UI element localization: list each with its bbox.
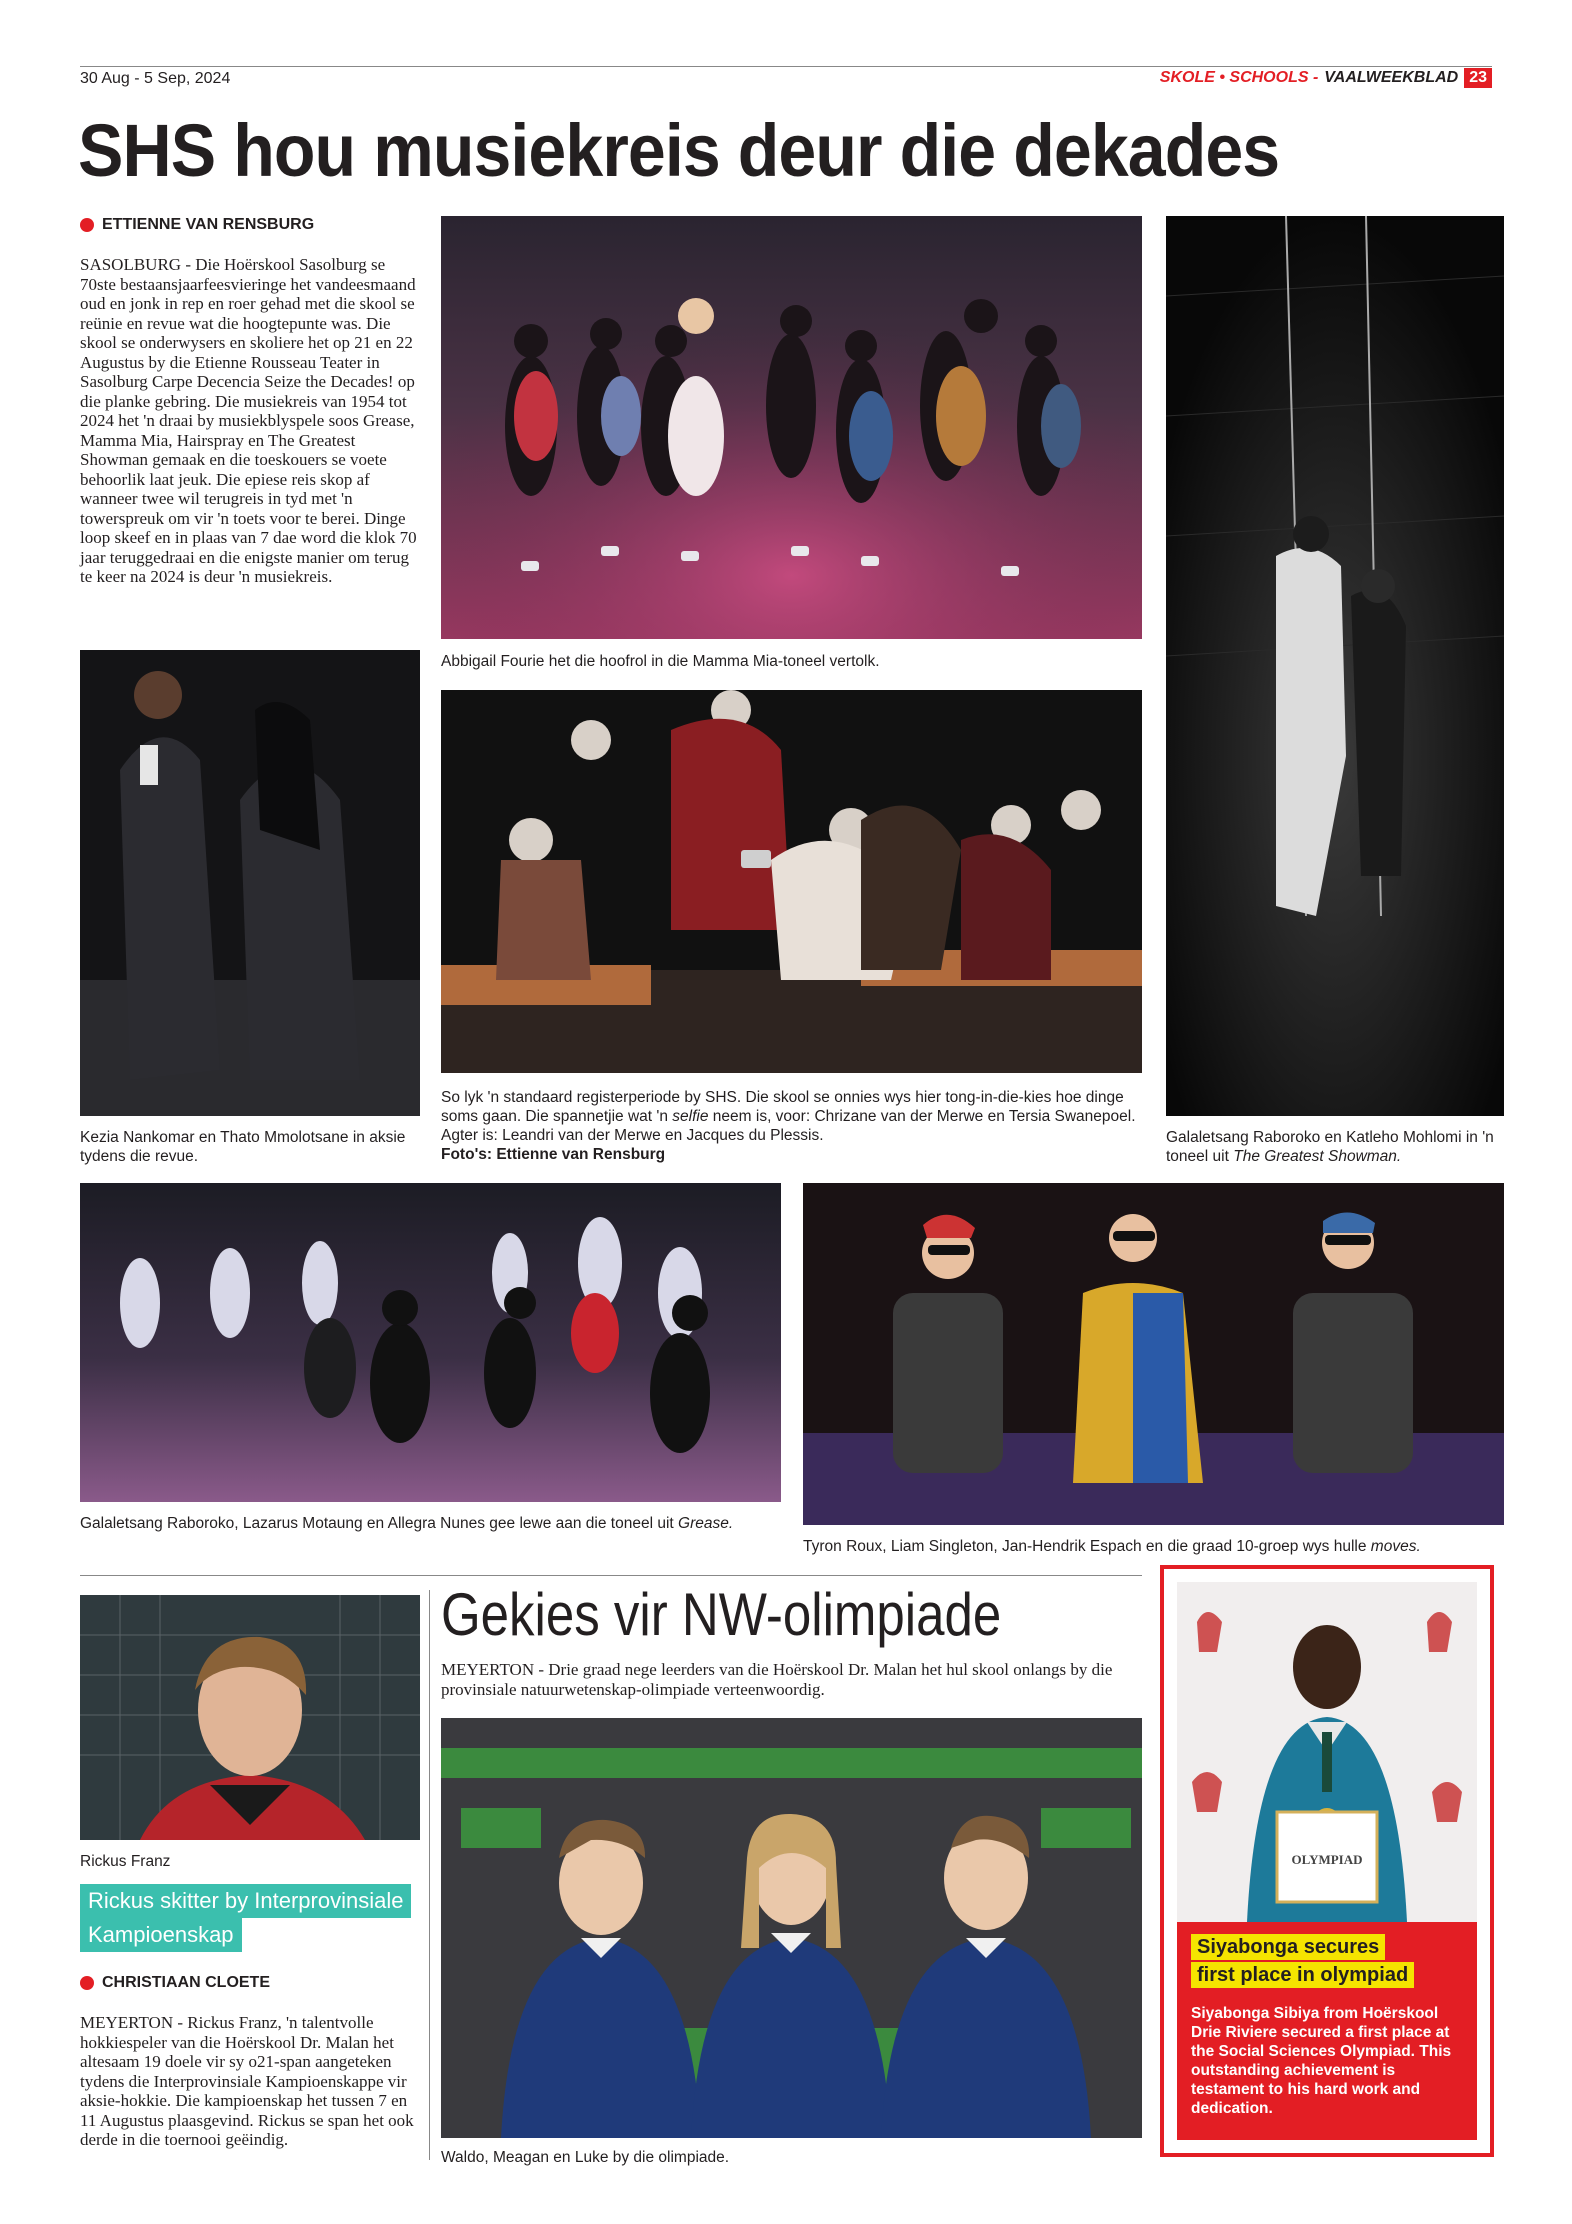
caption-showman — [1166, 1128, 1504, 1166]
caption-moves-part1: Tyron Roux, Liam Singleton, Jan-Hendrik Espach en die graad 10-groep wys hulle — [803, 1538, 1367, 1555]
caption-showman-italic: The Greatest Showman. — [1233, 1148, 1402, 1165]
siyabonga-red-panel — [1177, 1922, 1477, 2140]
rickus-byline-author: CHRISTIAAN CLOETE — [102, 1974, 270, 1991]
photo-moves — [803, 1183, 1504, 1525]
caption-selfie — [441, 1088, 1142, 1164]
photo-rickus — [80, 1595, 420, 1840]
caption-grease-part1: Galaletsang Raboroko, Lazarus Motaung en Allegra Nunes gee lewe aan die toneel uit — [80, 1515, 674, 1532]
main-byline — [80, 216, 314, 234]
olympiad-article-body: MEYERTON - Drie graad nege leerders van die Hoërskool Dr. Malan het hul skool onlangs by die provinsiale natuurwetenskap-olimpiade verteenwoordig. — [441, 1660, 1113, 1699]
siyabonga-tag-line1: Siyabonga secures — [1191, 1934, 1385, 1960]
photo-olympiad-learners — [441, 1718, 1142, 2138]
caption-kezia: Kezia Nankomar en Thato Mmolotsane in aksie tydens die revue. — [80, 1129, 406, 1165]
section-divider — [80, 1575, 1142, 1576]
photo-grease — [80, 1183, 781, 1502]
column-divider — [429, 1590, 430, 2160]
photo-selfie-teachers — [441, 690, 1142, 1073]
header-rule — [80, 66, 1492, 67]
photo-siyabonga — [1177, 1582, 1477, 1922]
page-number: 23 — [1464, 68, 1492, 88]
photo-greatest-showman — [1166, 216, 1504, 1116]
photo-credit: Foto's: Ettienne van Rensburg — [441, 1146, 666, 1163]
photo-kezia — [80, 650, 420, 1116]
byline-author: ETTIENNE VAN RENSBURG — [102, 216, 315, 233]
caption-olympiad: Waldo, Meagan en Luke by die olimpiade. — [441, 2149, 730, 2166]
byline-dot-icon — [80, 1976, 94, 1990]
rickus-title-line1: Rickus skitter by Interprovinsiale — [80, 1884, 411, 1918]
section-label — [1160, 68, 1492, 88]
caption-mamma-mia: Abbigail Fourie het die hoofrol in die Mamma Mia-toneel vertolk. — [441, 653, 880, 670]
caption-moves — [803, 1537, 1504, 1556]
caption-grease — [80, 1514, 760, 1533]
caption-showman-part1: Galaletsang Raboroko en Katleho Mohlomi in 'n toneel uit — [1166, 1129, 1494, 1165]
caption-selfie-part1: So lyk 'n standaard registerperiode by SHS. Die skool se onnies wys hier tong-in-die-kies hoe dinge soms gaan. Die spannetjie wat 'n — [441, 1089, 1124, 1125]
olympiad-headline: Gekies vir NW-olimpiade — [441, 1581, 1002, 1648]
photo-mamma-mia — [441, 216, 1142, 639]
publication-name: VAALWEEKBLAD — [1324, 69, 1459, 86]
caption-moves-italic: moves. — [1370, 1538, 1421, 1555]
siyabonga-box — [1160, 1565, 1494, 2157]
byline-dot-icon — [80, 218, 94, 232]
rickus-title-line2: Kampioenskap — [80, 1918, 242, 1952]
siyabonga-body: Siyabonga Sibiya from Hoërskool Drie Riviere secured a first place at the Social Sciences Olympiad. This outstanding achievement is testament to his hard work and dedication. — [1191, 2005, 1452, 2117]
main-headline: SHS hou musiekreis deur die dekades — [78, 109, 1280, 192]
siyabonga-tag-line2: first place in olympiad — [1191, 1962, 1414, 1988]
issue-date: 30 Aug - 5 Sep, 2024 — [80, 70, 231, 87]
caption-selfie-part2: neem is, voor: Chrizane van der Merwe en Tersia Swanepoel. Agter is: Leandri van der Merwe en Jacques du Plessis. — [441, 1108, 1136, 1144]
rickus-byline — [80, 1974, 270, 1992]
certificate-text: OLYMPIAD — [1291, 1852, 1363, 1867]
caption-selfie-italic: selfie — [672, 1108, 709, 1125]
rickus-article-body: MEYERTON - Rickus Franz, 'n talentvolle hokkiespeler van die Hoërskool Dr. Malan het altesaam 19 doele vir sy o21-span aangeteken tydens die Interprovinsiale Kampioenskappe vir aksie-hokkie. Die kampioenskap het tussen 7 en 11 Augustus plaasgevind. Rickus se span het ook derde in die toernooi geëindig. — [80, 2013, 414, 2149]
caption-grease-italic: Grease. — [678, 1515, 734, 1532]
caption-rickus: Rickus Franz — [80, 1853, 171, 1870]
main-article-body: SASOLBURG - Die Hoërskool Sasolburg se 70ste bestaansjaarfeesvieringe het vandeesmaand oud en jonk in rep en roer gehad met die skool se reünie en revue wat die hoogtepunte was. Die skool se onderwysers en skoliere het op 21 en 22 Augustus by die Etienne Rousseau Teater in Sasolburg Carpe Decencia Seize the Decades! op die planke gebring. Die musiekreis van 1954 tot 2024 het 'n draai by musiekblyspele soos Grease, Mamma Mia, Hairspray en The Greatest Showman gemaak en die toeskouers se voete behoorlik laat jeuk. Die epiese reis skop af wanneer twee wil terugreis in tyd met 'n towerspreuk om vir 'n toets voor te berei. Dinge loop skeef en in plaas van 7 dae word die klok 70 jaar teruggedraai en die enigste manier om terug te keer na 2024 is deur 'n musiekreis. — [80, 255, 417, 586]
section-name: SKOLE • SCHOOLS - — [1159, 69, 1319, 86]
